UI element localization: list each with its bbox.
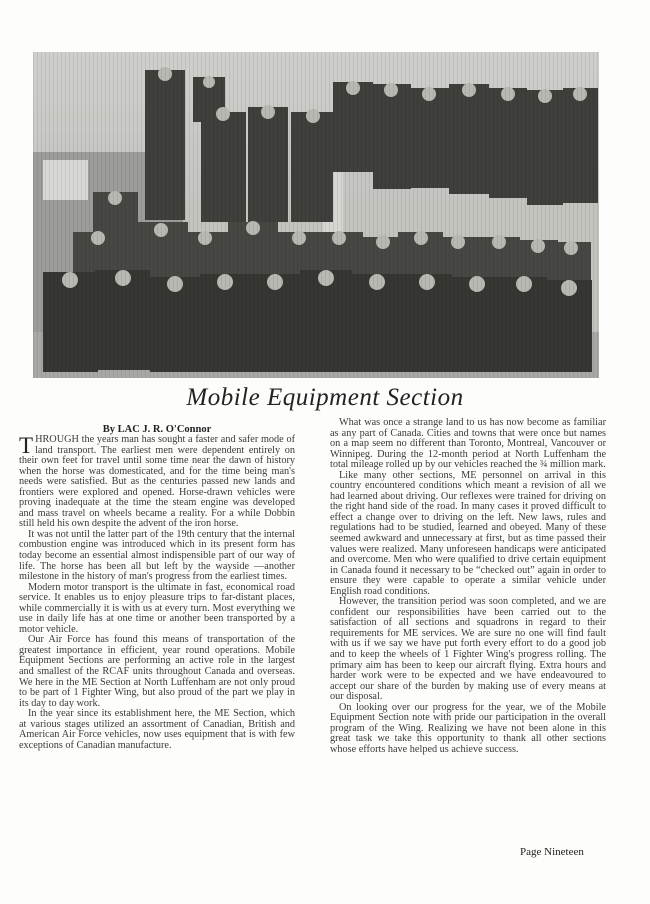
paragraph-text: HROUGH the years man has sought a faster and safer mode of land transport. The earliest men were dependent entirely on their own feet for travel until some time near the dawn of history when the horse was domesticated, and for the time being man's needs were satisfied. But as the centuries passed new lands and frontiers were explored and opened. Horse-drawn vehicles were proving inadequate at the time the steam engine was developed and mass travel on wheels became a reality. For a while Dobbin still held his own despite the advent of the iron horse. <box>19 434 295 530</box>
paragraph <box>19 435 295 530</box>
paragraph: Modern motor transport is the ultimate in fast, economical road service. It enables us to enjoy pleasure trips to far-distant places, while commercially it is with us at every turn. Most everything we use in daily life has at one time or another been transported by a motor vehicle. <box>19 581 295 635</box>
group-photo <box>33 52 599 378</box>
drop-cap: T <box>19 433 34 458</box>
paragraph: Like many other sections, ME personnel on arrival in this country encountered conditions which meant a revision of all we had learned about driving. Our reflexes were trained for driving on the right hand side of the road. In many cases it proved difficult to effect a change over to driving on the left. New laws, rules and regulations had to be studied, learned and obeyed. Many of these seemed awkward and unnecessary at first, but as time passed their values were realized. Many unforeseen handicaps were anticipated and overcome. Men who were qualified to drive certain equipment in Canada found it necessary to be “checked out” again in order to ensure they were capable to operate a similar vehicle under English road conditions. <box>330 469 606 597</box>
article-title: Mobile Equipment Section <box>186 384 464 411</box>
byline: By LAC J. R. O'Connor <box>102 424 212 435</box>
paragraph: It was not until the latter part of the 19th century that the internal combustion engine was introduced which in its present form has today become an essential almost indispensible part of our way of life. The horse has been all but left by the wayside —another milestone in the history of man's progress from the earliest times. <box>19 528 295 583</box>
paragraph: What was once a strange land to us has now become as familiar as any part of Canada. Cities and towns that were once but names on a map seem no different than Toronto, Montreal, Vancouver or Winnipeg. During the 12-month period at North Luffenham the total mileage rolled up by our vehicles reached the ¾ million mark. <box>330 417 606 471</box>
article-column-left <box>19 424 295 751</box>
paragraph: Our Air Force has found this means of transportation of the greatest importance in efficient, year round operations. Mobile Equipment Sections are performing an active role in the largest and smallest of the RCAF units throughout Canada and overseas. We here in the ME Section at North Luffenham are not only proud to be part of 1 Fighter Wing, but also proud of the part we play in its day to day work. <box>19 634 295 709</box>
paragraph: In the year since its establishment here, the ME Section, which at various stages utilized an assortment of Canadian, British and American Air Force vehicles, now uses equipment that is with few exceptions of Canadian manufacture. <box>19 708 295 751</box>
article-column-right <box>330 418 606 756</box>
page-number: Page Nineteen <box>520 846 584 858</box>
paragraph: However, the transition period was soon completed, and we are confident our responsibilities have been carried out to the satisfaction of all sections and squadrons in regard to their requirements for ME services. We are sure no one will find fault with us if we say we have put forth every effort to do a good job and to keep the wheels of 1 Fighter Wing's progress rolling. The primary aim has been to keep our aircraft flying. Extra hours and harder work were to be expected and we have endeavoured to accept our share of the burden by making use of every means at our disposal. <box>330 596 606 703</box>
group-photo-image <box>33 52 599 378</box>
paragraph: On looking over our progress for the year, we of the Mobile Equipment Section note with pride our participation in the overall program of the Wing. Realizing we have not been alone in this great task we take this opportunity to thank all other sections whose efforts have helped us achieve success. <box>330 701 606 755</box>
